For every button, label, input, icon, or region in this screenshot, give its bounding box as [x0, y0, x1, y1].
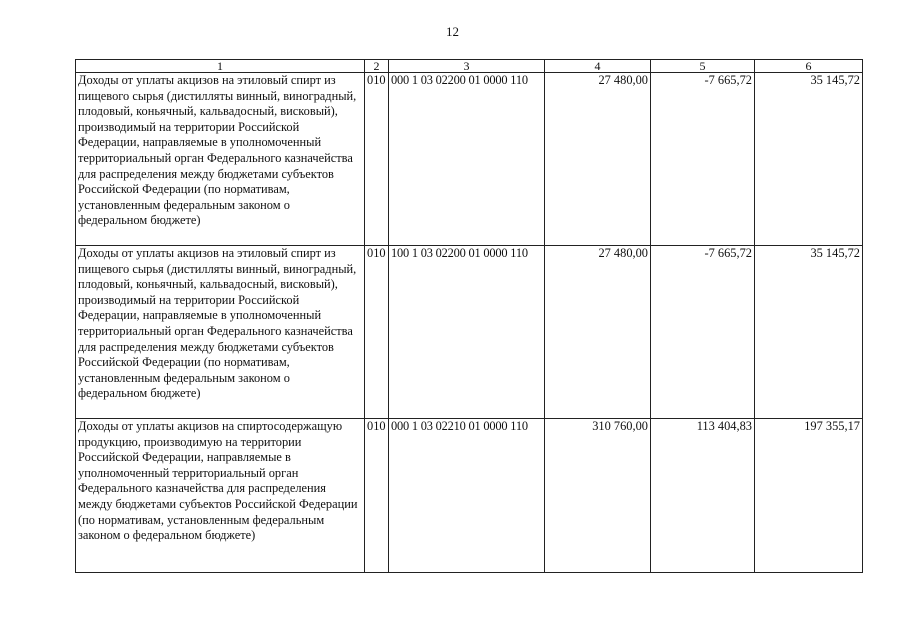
table-header-row: [76, 60, 863, 73]
admin-code-cell: 010: [365, 419, 389, 573]
revenue-name-cell: Доходы от уплаты акцизов на этиловый спирт из пищевого сырья (дистилляты винный, виноградный, плодовый, коньячный, кальвадосный, висковый), производимый на территории Российской Федерации, направляемые в уполномоченный территориальный орган Федерального казначейства для распределения между бюджетами субъектов Российской Федерации (по нормативам, установленным федеральным законом о федеральном бюджете): [76, 73, 365, 246]
admin-code-cell: 010: [365, 246, 389, 419]
amount-cell-4: 310 760,00: [545, 419, 651, 573]
amount-cell-6: 197 355,17: [755, 419, 863, 573]
table-row: [76, 419, 863, 573]
column-header: 2: [365, 60, 389, 73]
amount-cell-6: 35 145,72: [755, 246, 863, 419]
column-header: 5: [651, 60, 755, 73]
revenue-table: [75, 59, 863, 573]
budget-code-cell: 000 1 03 02210 01 0000 110: [389, 419, 545, 573]
amount-cell-4: 27 480,00: [545, 73, 651, 246]
amount-cell-4: 27 480,00: [545, 246, 651, 419]
table-row: [76, 246, 863, 419]
budget-code-cell: 000 1 03 02200 01 0000 110: [389, 73, 545, 246]
column-header: 3: [389, 60, 545, 73]
page-number: 12: [446, 24, 459, 39]
amount-cell-5: 113 404,83: [651, 419, 755, 573]
column-header: 6: [755, 60, 863, 73]
column-header: 4: [545, 60, 651, 73]
column-header: 1: [76, 60, 365, 73]
revenue-name-cell: Доходы от уплаты акцизов на этиловый спирт из пищевого сырья (дистилляты винный, виноградный, плодовый, коньячный, кальвадосный, висковый), производимый на территории Российской Федерации, направляемые в уполномоченный территориальный орган Федерального казначейства для распределения между бюджетами субъектов Российской Федерации (по нормативам, установленным федеральным законом о федеральном бюджете): [76, 246, 365, 419]
table-row: [76, 73, 863, 246]
revenue-name-cell: Доходы от уплаты акцизов на спиртосодержащую продукцию, производимую на территории Российской Федерации, направляемые в уполномоченный территориальный орган Федерального казначейства для распределения между бюджетами субъектов Российской Федерации (по нормативам, установленным федеральным законом о федеральном бюджете): [76, 419, 365, 573]
amount-cell-5: -7 665,72: [651, 73, 755, 246]
budget-code-cell: 100 1 03 02200 01 0000 110: [389, 246, 545, 419]
admin-code-cell: 010: [365, 73, 389, 246]
amount-cell-6: 35 145,72: [755, 73, 863, 246]
amount-cell-5: -7 665,72: [651, 246, 755, 419]
